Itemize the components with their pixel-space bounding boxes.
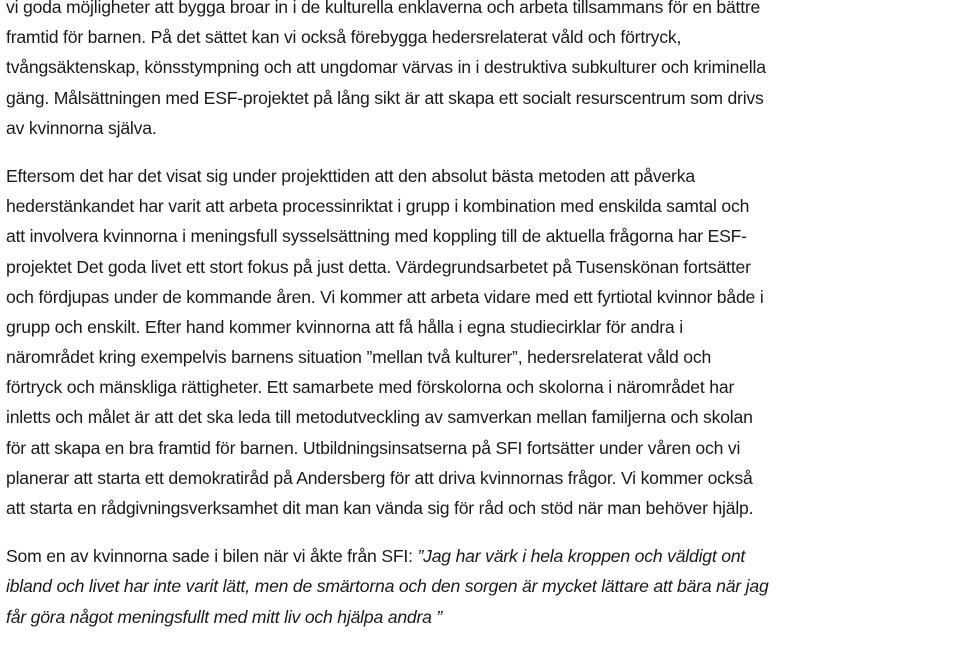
paragraph-main (6, 161, 956, 523)
text-line: framtid för barnen. På det sättet kan vi också förebygga hedersrelaterat våld och förtryck, (6, 27, 682, 48)
text-line: grupp och enskilt. Efter hand kommer kvinnorna att få hålla i egna studiecirklar för andra i (6, 316, 683, 337)
text-line: att involvera kvinnorna i meningsfull sysselsättning med koppling till de aktuella frågorna har ESF- (6, 226, 747, 247)
text-line: närområdet kring exempelvis barnens situation ”mellan två kulturer”, hedersrelaterat våld och (6, 347, 712, 368)
paragraph-quote (6, 541, 956, 632)
quote-italic-text: ”Jag har värk i hela kroppen och väldigt ont (417, 546, 746, 567)
quote-intro-text: Som en av kvinnorna sade i bilen när vi åkte från SFI: (6, 546, 418, 567)
text-line: hederstänkandet har varit att arbeta processinriktat i grupp i kombination med enskilda samtal och (6, 196, 750, 217)
quote-line (6, 541, 956, 571)
text-line: förtryck och mänskliga rättigheter. Ett samarbete med förskolorna och skolorna i närområdet har (6, 377, 735, 398)
quote-line: får göra något meningsfullt med mitt liv och hjälpa andra ” (6, 606, 443, 627)
text-line: av kvinnorna själva. (6, 117, 157, 138)
text-line: inletts och målet är att det ska leda till metodutveckling av samverkan mellan familjerna och skolan (6, 407, 753, 428)
text-line: planerar att starta ett demokratiråd på Andersberg för att driva kvinnornas frågor. Vi kommer också (6, 467, 753, 488)
text-line: projektet Det goda livet ett stort fokus på just detta. Värdegrundsarbetet på Tusenskönan fortsätter (6, 256, 751, 277)
text-line: att starta en rådgivningsverksamhet dit man kan vända sig för råd och stöd när man behöver hjälp. (6, 498, 754, 518)
quote-line: ibland och livet har inte varit lätt, men de smärtorna och den sorgen är mycket lättare att bära när jag (6, 576, 769, 597)
text-line: gäng. Målsättningen med ESF-projektet på lång sikt är att skapa ett socialt resurscentrum som drivs (6, 87, 764, 108)
document-page (6, 0, 956, 650)
text-line: Eftersom det har det visat sig under projekttiden att den absolut bästa metoden att påverka (6, 165, 695, 186)
paragraph-intro (6, 0, 956, 143)
text-line: för att skapa en bra framtid för barnen. Utbildningsinsatserna på SFI fortsätter under våren och vi (6, 437, 741, 458)
text-line: och fördjupas under de kommande åren. Vi kommer att arbeta vidare med ett fyrtiotal kvinnor både i (6, 286, 764, 307)
text-line: vi goda möjligheter att bygga broar in i de kulturella enklaverna och arbeta tillsammans för en bättre (6, 0, 761, 17)
text-line: tvångsäktenskap, könsstympning och att ungdomar värvas in i destruktiva subkulturer och kriminella (6, 57, 766, 78)
